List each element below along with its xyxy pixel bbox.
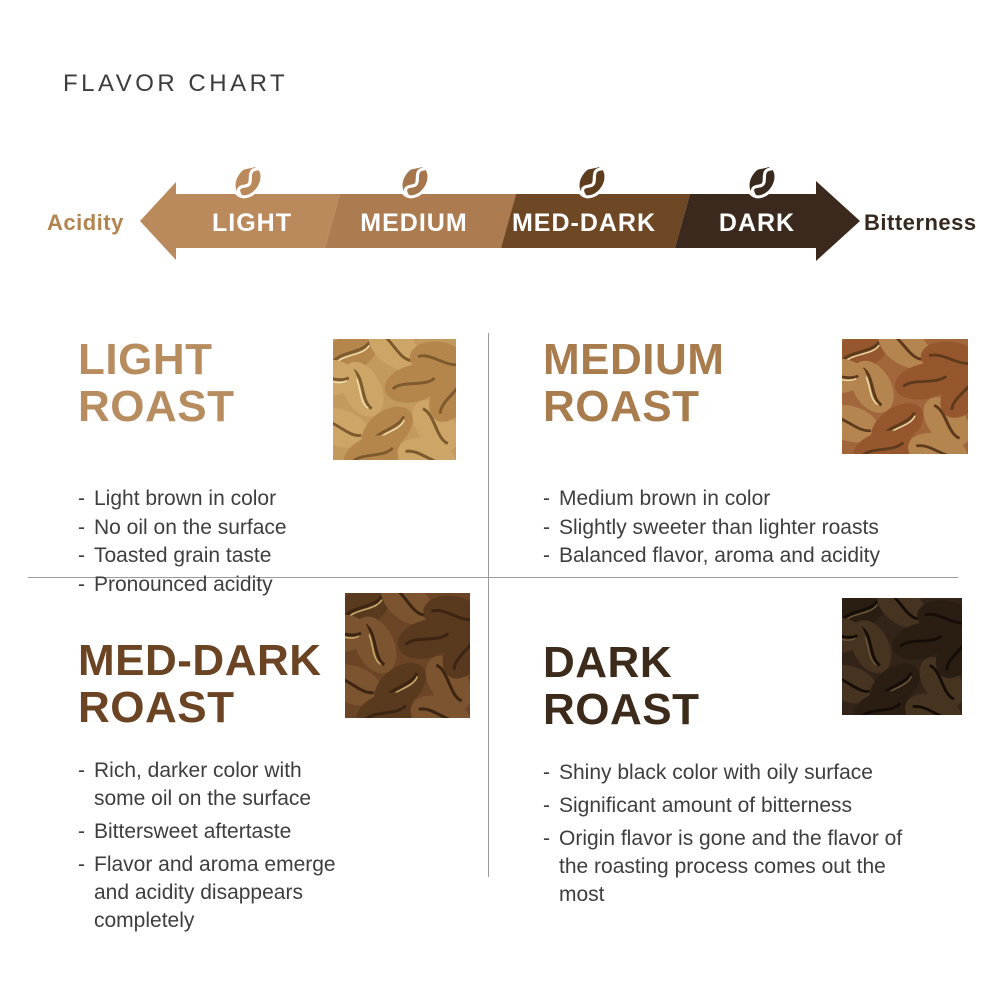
bitterness-label: Bitterness [864, 210, 977, 235]
bullet-text: Medium brown in color [559, 487, 771, 510]
page-title: FLAVOR CHART [63, 70, 289, 97]
dark-roast-bullets [543, 759, 905, 909]
bullet-item [543, 514, 880, 542]
bullet-item [543, 542, 880, 570]
bullet-dash: - [78, 759, 85, 782]
bullet-text: Significant amount of bitterness [559, 794, 852, 817]
segment-label-light: LIGHT [212, 209, 292, 237]
bullet-item [78, 542, 287, 570]
bullet-text: Origin flavor is gone and the flavor of the roasting process comes out the most [559, 827, 903, 906]
bullet-dash: - [78, 544, 85, 567]
dark-roast-beans-photo [842, 598, 962, 715]
light-roast-bullets [78, 485, 287, 599]
med-dark-roast-beans-photo [345, 593, 470, 718]
segment-label-medium: MEDIUM [360, 209, 468, 237]
bullet-item [78, 485, 287, 513]
roast-scale [0, 152, 1001, 272]
medium-roast-title [543, 336, 880, 430]
bullet-text: Balanced flavor, aroma and acidity [559, 544, 881, 567]
title-line: ROAST [78, 382, 235, 431]
title-line: ROAST [543, 382, 700, 431]
title-line: MEDIUM [543, 335, 725, 384]
bullet-dash: - [78, 487, 85, 510]
medium-roast-beans-photo [842, 339, 968, 454]
bullet-dash: - [543, 487, 550, 510]
segment-label-dark: DARK [718, 209, 796, 237]
bullet-text: Bittersweet aftertaste [94, 820, 292, 843]
vertical-divider [488, 333, 489, 877]
bullet-item [543, 485, 880, 513]
bitterness-arrowhead-icon [816, 181, 860, 261]
bullet-item [78, 818, 346, 846]
bullet-text: Light brown in color [94, 487, 277, 510]
title-line: ROAST [543, 685, 700, 734]
acidity-label: Acidity [47, 210, 124, 235]
bullet-item [78, 851, 346, 935]
bullet-item [543, 792, 905, 820]
bullet-dash: - [543, 827, 550, 850]
bullet-text: No oil on the surface [94, 515, 287, 539]
title-line: ROAST [78, 683, 235, 732]
med-dark-roast-title [78, 637, 346, 731]
bullet-dash: - [78, 853, 85, 876]
bullet-text: Slightly sweeter than lighter roasts [559, 515, 879, 539]
bullet-item [543, 759, 905, 787]
title-line: MED-DARK [78, 636, 322, 685]
bullet-item [78, 571, 287, 599]
bullet-dash: - [78, 572, 85, 596]
bullet-dash: - [543, 761, 550, 784]
bullet-dash: - [78, 515, 85, 539]
acidity-arrowhead-icon [140, 182, 176, 260]
title-line: DARK [543, 638, 673, 687]
bullet-item [543, 825, 905, 909]
bullet-text: Toasted grain taste [94, 544, 272, 567]
bullet-dash: - [543, 544, 550, 567]
medium-roast-bullets [543, 485, 880, 570]
bullet-item [78, 514, 287, 542]
bullet-item [78, 757, 346, 813]
title-line: LIGHT [78, 335, 213, 384]
medium-roast-section [543, 336, 880, 571]
segment-label-med-dark: MED-DARK [511, 209, 657, 237]
light-roast-title [78, 336, 287, 430]
light-roast-section [78, 336, 287, 599]
bullet-dash: - [78, 820, 85, 843]
light-roast-beans-photo [333, 339, 456, 460]
bullet-dash: - [543, 515, 550, 539]
med-dark-roast-bullets [78, 757, 346, 935]
bullet-text: Pronounced acidity [94, 572, 273, 596]
med-dark-roast-section [78, 637, 346, 940]
bullet-text: Flavor and aroma emerge and acidity disappears completely [94, 853, 336, 932]
bullet-text: Rich, darker color with some oil on the surface [94, 759, 312, 810]
bullet-text: Shiny black color with oily surface [559, 761, 873, 784]
bullet-dash: - [543, 794, 550, 817]
